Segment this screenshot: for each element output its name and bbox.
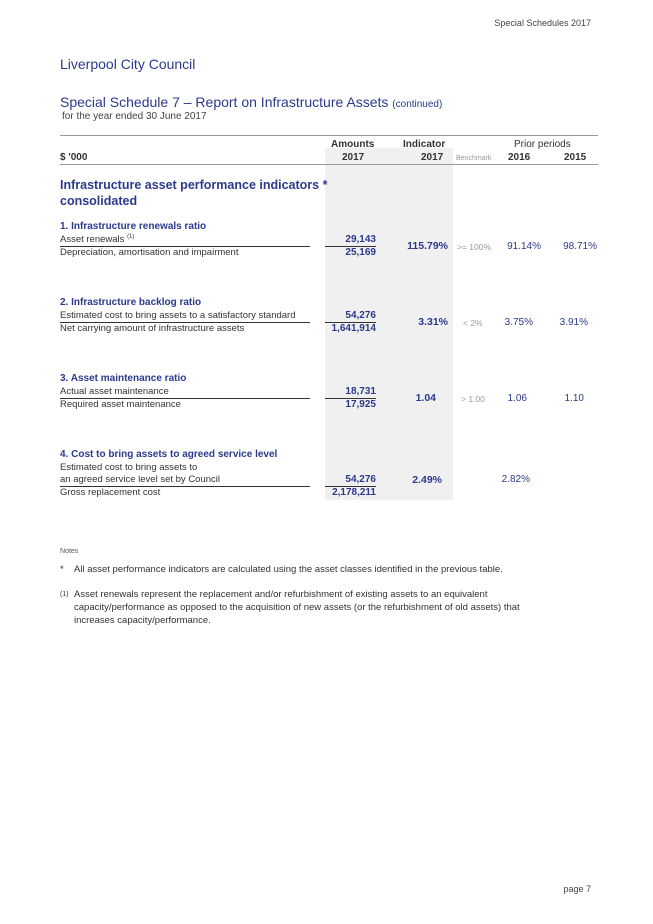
indicator-3-denominator-value: 17,925	[345, 399, 376, 410]
notes-heading: Notes	[60, 548, 79, 555]
indicator-1-prior-2015: 98.71%	[563, 241, 597, 252]
running-header: Special Schedules 2017	[494, 18, 591, 28]
indicator-1-prior-2016: 91.14%	[507, 241, 541, 252]
indicator-3-title: 3. Asset maintenance ratio	[60, 373, 187, 384]
indicator-2-denominator-label: Net carrying amount of infrastructure assets	[60, 323, 245, 334]
indicator-1-value: 115.79%	[407, 240, 448, 252]
section-title-line1: Infrastructure asset performance indicators *	[60, 178, 328, 192]
amounts-header: Amounts	[331, 139, 375, 150]
indicator-4-denominator-value: 2,178,211	[332, 487, 376, 498]
indicator-year-header: 2017	[421, 152, 444, 163]
amounts-year-header: 2017	[342, 152, 365, 163]
table-header-rule	[60, 164, 598, 165]
indicator-3-numerator-label: Actual asset maintenance	[60, 386, 169, 397]
indicator-1-numerator-label	[60, 234, 134, 245]
note-asterisk	[60, 563, 560, 576]
note-ref: (1)	[127, 234, 135, 240]
schedule-title	[60, 94, 442, 110]
indicator-3-prior-2016: 1.06	[507, 393, 527, 404]
indicator-3-value: 1.04	[415, 392, 436, 404]
prior-periods-header: Prior periods	[514, 139, 571, 150]
prior-year-1-header: 2016	[508, 152, 531, 163]
note-mark: *	[60, 564, 64, 575]
page-number: page 7	[563, 884, 591, 894]
prior-year-2-header: 2015	[564, 152, 587, 163]
indicator-1-benchmark: >= 100%	[457, 242, 492, 252]
indicator-2-numerator-value: 54,276	[345, 310, 376, 321]
indicator-2-numerator-label: Estimated cost to bring assets to a satisfactory standard	[60, 310, 296, 321]
indicator-2-prior-2016: 3.75%	[504, 317, 533, 328]
note-text: Asset renewals represent the replacement and/or refurbishment of existing assets to an equivalent capacity/performance as opposed to the acquisition of new assets (or the refurbishment of old assets) that increases capacity/performance.	[74, 589, 520, 626]
benchmark-header: Benchmark	[456, 155, 492, 162]
numerator-label-text: Asset renewals	[60, 234, 125, 246]
indicator-1-title: 1. Infrastructure renewals ratio	[60, 221, 207, 232]
indicator-4-value: 2.49%	[412, 474, 442, 486]
indicator-4-numerator-value: 54,276	[345, 474, 376, 485]
continued-label: (continued)	[392, 99, 443, 110]
indicator-3-benchmark: > 1.00	[461, 394, 485, 404]
indicator-header: Indicator	[403, 139, 446, 150]
indicator-4-numerator-label-line1: Estimated cost to bring assets to	[60, 462, 198, 473]
table-top-rule	[60, 135, 598, 136]
indicator-2-benchmark: < 2%	[463, 318, 483, 328]
indicator-2-title: 2. Infrastructure backlog ratio	[60, 297, 202, 308]
indicator-3-denominator-label: Required asset maintenance	[60, 399, 181, 410]
indicator-1-denominator-label: Depreciation, amortisation and impairment	[60, 247, 239, 258]
section-title-line2: consolidated	[60, 194, 138, 208]
council-name: Liverpool City Council	[60, 56, 196, 72]
note-mark-sup: (1)	[60, 591, 69, 598]
note-mark	[60, 588, 74, 604]
schedule-title-text: Special Schedule 7 – Report on Infrastructure Assets	[60, 94, 389, 110]
indicator-2-denominator-value: 1,641,914	[331, 323, 376, 334]
note-text: All asset performance indicators are calculated using the asset classes identified in the previous table.	[74, 564, 503, 575]
indicator-4-title: 4. Cost to bring assets to agreed service level	[60, 449, 278, 460]
indicator-3-prior-2015: 1.10	[564, 393, 584, 404]
note-1	[60, 588, 560, 626]
indicator-4-denominator-label: Gross replacement cost	[60, 487, 161, 498]
indicator-1-numerator-value: 29,143	[345, 234, 376, 245]
indicator-4-prior-2016: 2.82%	[501, 474, 530, 485]
unit-header: $ '000	[60, 152, 88, 163]
indicator-1-denominator-value: 25,169	[345, 247, 376, 258]
indicator-2-prior-2015: 3.91%	[559, 317, 588, 328]
period-label: for the year ended 30 June 2017	[62, 111, 207, 122]
indicator-4-numerator-label: an agreed service level set by Council	[60, 474, 221, 485]
indicator-2-value: 3.31%	[418, 316, 448, 328]
indicator-3-numerator-value: 18,731	[345, 386, 376, 397]
